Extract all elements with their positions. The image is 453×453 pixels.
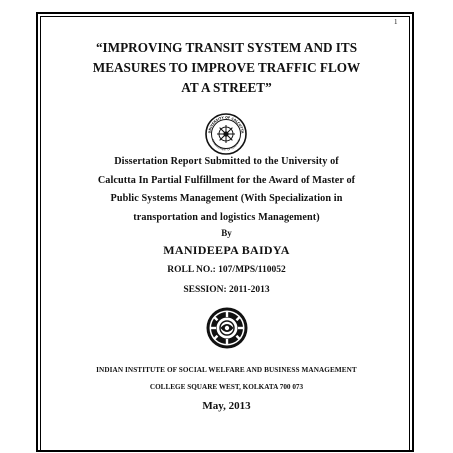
- institute-emblem-icon: [205, 306, 249, 355]
- submission-statement: [56, 153, 397, 227]
- submission-line: Dissertation Report Submitted to the University of: [114, 156, 339, 167]
- roll-number: ROLL NO.: 107/MPS/110052: [167, 265, 286, 275]
- report-title-line: “IMPROVING TRANSIT SYSTEM AND ITS: [95, 40, 358, 55]
- submission-line: transportation and logistics Management): [133, 211, 320, 223]
- by-label: By: [221, 228, 232, 238]
- author-name: MANIDEEPA BAIDYA: [163, 243, 290, 257]
- submission-line: Calcutta In Partial Fulfillment for the Award of Master of: [97, 174, 356, 186]
- seal-text-top: UNIVERSITY OF CALCUTTA: [207, 115, 245, 134]
- session: SESSION: 2011-2013: [183, 285, 270, 295]
- seal-text-bottom: ADVANCEMENT OF LEARNING: [210, 138, 242, 152]
- report-title: [44, 38, 409, 98]
- submission-line: Public Systems Management (With Specialization in: [110, 193, 343, 204]
- page-number: 1: [394, 18, 398, 26]
- institute-name: INDIAN INSTITUTE OF SOCIAL WELFARE AND BUSINESS MANAGEMENT: [96, 366, 357, 374]
- institute-address: COLLEGE SQUARE WEST, KOLKATA 700 073: [149, 383, 304, 391]
- submission-date: May, 2013: [202, 400, 251, 412]
- report-title-line: AT A STREET”: [181, 80, 272, 95]
- report-title-line: MEASURES TO IMPROVE TRAFFIC FLOW: [92, 60, 361, 75]
